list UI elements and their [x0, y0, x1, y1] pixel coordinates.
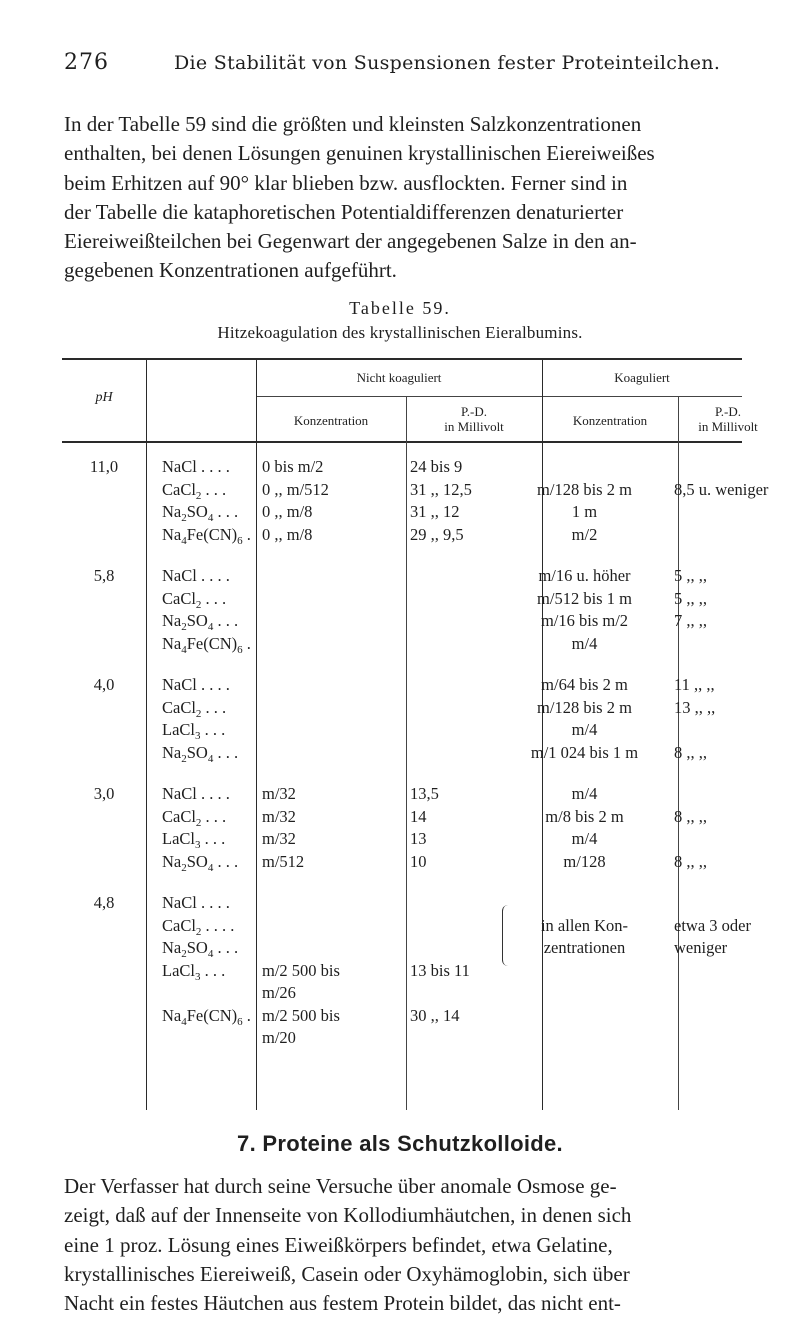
konz-not-coagulated: m/32 — [262, 829, 296, 848]
salt-name: $Na_4Fe(CN)_6$ . — [162, 633, 251, 656]
intro-line: In der Tabelle 59 sind die größten und kleinsten Salzkonzentrationen — [64, 112, 642, 136]
konz-not-coagulated: 0 ,, m/8 — [262, 502, 313, 521]
salt-name: NaCl . . . . — [162, 675, 230, 694]
salt-name: LaCl$_3$ . . . — [162, 829, 226, 851]
konz-not-coagulated: m/26 — [262, 983, 296, 1002]
header-konzentration: Konzentration — [293, 413, 369, 428]
ph-value: 3,0 — [93, 784, 115, 803]
konz-coagulated: m/8 bis 2 m — [545, 806, 624, 826]
header-coagulated: Koaguliert — [614, 370, 670, 385]
pd-coagulated: 8,5 u. weniger — [674, 479, 769, 499]
pd-coagulated: 8 ,, ,, — [674, 742, 707, 762]
intro-line: gegebenen Konzentrationen aufgeführt. — [64, 258, 397, 283]
konz-coagulated: m/128 — [563, 851, 606, 871]
header-pd-line1: P.-D. — [460, 404, 487, 419]
konz-coagulated: m/4 — [571, 784, 598, 803]
header-konzentration: Konzentration — [572, 413, 648, 428]
pd-not-coagulated: 29 ,, 9,5 — [410, 524, 464, 544]
konz-not-coagulated: 0 ,, m/8 — [262, 524, 313, 544]
salt-name: $Na_4Fe(CN)_6$ . — [162, 524, 251, 547]
konz-coagulated: 1 m — [571, 502, 598, 521]
intro-line: enthalten, bei denen Lösungen genuinen krystallinischen Eiereiweißes — [64, 141, 655, 166]
intro-line: der Tabelle die kataphoretischen Potentialdifferenzen denaturierter — [64, 199, 624, 224]
pd-coagulated: 5 ,, ,, — [674, 588, 707, 608]
body-line: Der Verfasser hat durch seine Versuche über anomale Osmose ge- — [64, 1174, 617, 1198]
col-rule — [146, 358, 147, 1110]
table-label: Tabelle 59. — [349, 298, 451, 318]
salt-name: CaCl$_2$ . . . — [162, 806, 227, 829]
salt-name: $Na_2SO_4$ . . . — [162, 502, 239, 524]
body-line: zeigt, daß auf der Innenseite von Kollodiumhäutchen, in denen sich — [64, 1203, 632, 1228]
header-ph: pH — [95, 390, 113, 405]
salt-name: NaCl . . . . — [162, 784, 230, 803]
konz-coagulated: m/2 — [571, 524, 598, 544]
salt-name: LaCl$_3$ . . . — [162, 720, 226, 742]
salt-name: $Na_4Fe(CN)_6$ . — [162, 1005, 251, 1028]
intro-line: Eiereiweißteilchen bei Gegenwart der angegebenen Salze in den an- — [64, 229, 637, 254]
body-line: eine 1 proz. Lösung eines Eiweißkörpers befindet, etwa Gelatine, — [64, 1232, 613, 1257]
salt-name: CaCl$_2$ . . . — [162, 588, 227, 611]
pd-coagulated: 7 ,, ,, — [674, 611, 707, 630]
salt-name: CaCl$_2$ . . . . — [162, 915, 235, 938]
salt-name: $Na_2SO_4$ . . . — [162, 742, 239, 765]
salt-name: CaCl$_2$ . . . — [162, 697, 227, 720]
konz-not-coagulated: m/20 — [262, 1028, 296, 1047]
header-pd — [678, 404, 778, 434]
konz-coagulated: m/512 bis 1 m — [537, 588, 632, 608]
pd-not-coagulated: 30 ,, 14 — [410, 1005, 460, 1025]
konz-not-coagulated: m/512 — [262, 851, 305, 871]
header-pd-line2: in Millivolt — [444, 419, 504, 434]
ph-value: 4,8 — [93, 893, 115, 912]
pd-coagulated: 8 ,, ,, — [674, 806, 707, 826]
table-top-rule — [62, 358, 742, 360]
brace-mark — [502, 905, 515, 966]
page-number: 276 — [64, 50, 109, 75]
header-mid-rule — [256, 396, 742, 397]
salt-name: LaCl$_3$ . . . — [162, 960, 226, 983]
konz-coagulated: m/4 — [571, 720, 598, 739]
ph-value: 4,0 — [93, 675, 115, 694]
konz-coagulated: m/1 024 bis 1 m — [530, 742, 639, 762]
pd-coagulated: 11 ,, ,, — [674, 675, 715, 694]
pd-not-coagulated: 13 — [410, 829, 427, 848]
konz-coagulated: m/128 bis 2 m — [537, 479, 632, 499]
body-line: Nacht ein festes Häutchen aus festem Protein bildet, das nicht ent- — [64, 1291, 621, 1316]
pd-coagulated: 13 ,, ,, — [674, 697, 716, 717]
pd-not-coagulated: 10 — [410, 851, 427, 871]
pd-not-coagulated: 31 ,, 12 — [410, 502, 460, 521]
header-not-coagulated: Nicht koaguliert — [356, 370, 442, 385]
salt-name: NaCl . . . . — [162, 893, 230, 912]
salt-name: $Na_2SO_4$ . . . — [162, 611, 239, 633]
ph-value: 11,0 — [89, 457, 119, 476]
konz-coagulated: m/16 bis m/2 — [540, 611, 629, 630]
konz-coagulated: in allen Kon- — [540, 915, 629, 935]
salt-name: $Na_2SO_4$ . . . — [162, 851, 239, 874]
intro-paragraph — [64, 110, 754, 286]
intro-line: beim Erhitzen auf 90° klar blieben bzw. ausflockten. Ferner sind in — [64, 170, 628, 195]
pd-not-coagulated: 13,5 — [410, 784, 439, 803]
konz-not-coagulated: 0 ,, m/512 — [262, 479, 329, 499]
salt-name: NaCl . . . . — [162, 566, 230, 585]
pd-coagulated: 5 ,, ,, — [674, 566, 707, 585]
konz-not-coagulated: m/32 — [262, 784, 296, 803]
konz-not-coagulated: 0 bis m/2 — [262, 457, 324, 476]
header-pd — [406, 404, 542, 434]
header-bottom-rule — [62, 441, 742, 443]
salt-name: NaCl . . . . — [162, 457, 230, 476]
running-head — [64, 50, 754, 80]
pd-not-coagulated: 13 bis 11 — [410, 960, 470, 980]
col-rule — [256, 358, 257, 1110]
konz-coagulated: m/4 — [571, 829, 598, 848]
header-pd-line2: in Millivolt — [698, 419, 758, 434]
pd-not-coagulated: 31 ,, 12,5 — [410, 479, 472, 499]
konz-coagulated: m/16 u. höher — [538, 566, 631, 585]
pd-coagulated: etwa 3 oder — [674, 915, 751, 935]
konz-coagulated: m/64 bis 2 m — [541, 675, 628, 694]
table-caption: Hitzekoagulation des krystallinischen Eieralbumins. — [217, 323, 583, 342]
salt-name: $Na_2SO_4$ . . . — [162, 938, 239, 960]
konz-coagulated: m/4 — [571, 633, 598, 653]
body-line: krystallinisches Eiereiweiß, Casein oder Oxyhämoglobin, sich über — [64, 1261, 630, 1286]
konz-not-coagulated: m/2 500 bis — [262, 960, 340, 980]
pd-coagulated: 8 ,, ,, — [674, 851, 707, 871]
konz-coagulated: m/128 bis 2 m — [537, 697, 632, 717]
body-paragraph — [64, 1172, 754, 1318]
pd-coagulated: weniger — [674, 938, 728, 957]
konz-coagulated: zentrationen — [543, 938, 626, 957]
data-table — [62, 358, 769, 1110]
pd-not-coagulated: 24 bis 9 — [410, 457, 463, 476]
running-title: Die Stabilität von Suspensionen fester Proteinteilchen. — [174, 52, 721, 74]
header-pd-line1: P.-D. — [714, 404, 741, 419]
salt-name: CaCl$_2$ . . . — [162, 479, 227, 502]
ph-value: 5,8 — [93, 566, 115, 585]
pd-not-coagulated: 14 — [410, 806, 427, 826]
section-heading: 7. Proteine als Schutzkolloide. — [237, 1131, 563, 1156]
konz-not-coagulated: m/32 — [262, 806, 296, 826]
konz-not-coagulated: m/2 500 bis — [262, 1005, 340, 1025]
